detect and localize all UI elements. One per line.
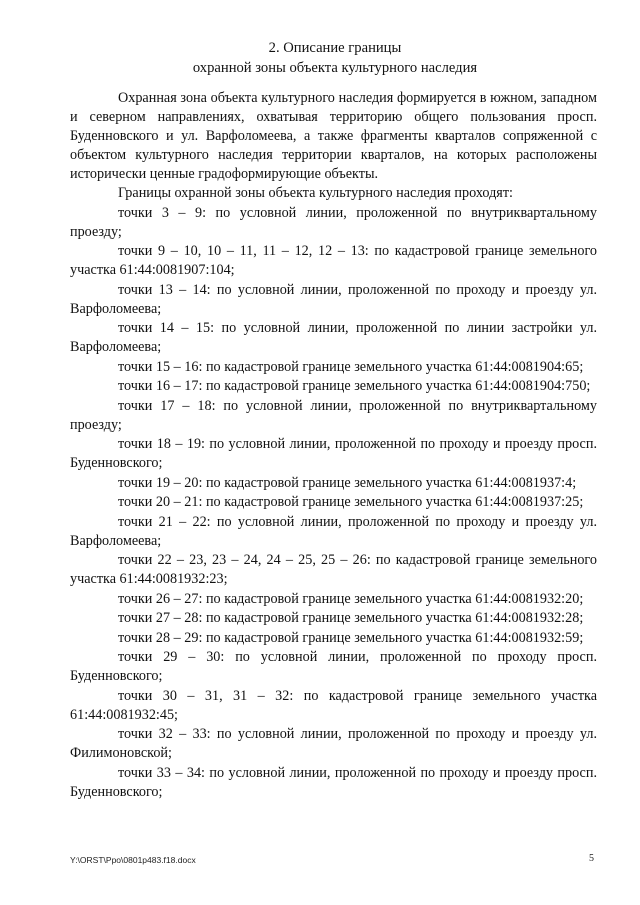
boundary-point-item: точки 33 – 34: по условной линии, проложенной по проходу и проезду просп. Буденновского; <box>70 764 597 800</box>
heading-line-2: охранной зоны объекта культурного наследия <box>192 60 478 76</box>
boundary-point-item: точки 29 – 30: по условной линии, проложенной по проходу просп. Буденновского; <box>70 649 597 684</box>
document-body <box>70 89 597 802</box>
boundary-point-item: точки 16 – 17: по кадастровой границе земельного участка 61:44:0081904:750; <box>118 378 591 394</box>
boundary-point-item: точки 15 – 16: по кадастровой границе земельного участка 61:44:0081904:65; <box>118 358 584 375</box>
boundary-point-item: точки 27 – 28: по кадастровой границе земельного участка 61:44:0081932:28; <box>118 610 584 626</box>
boundary-point-item: точки 30 – 31, 31 – 32: по кадастровой границе земельного участка 61:44:0081932:45; <box>70 687 597 723</box>
boundary-point-item: точки 13 – 14: по условной линии, проложенной по проходу и проезду ул. Варфоломеева; <box>70 281 597 317</box>
section-heading <box>70 38 600 78</box>
boundary-point-item: точки 18 – 19: по условной линии, проложенной по проходу и проезду просп. Буденновского; <box>70 436 597 471</box>
intro-paragraph: Охранная зона объекта культурного наследия формируется в южном, западном и северном направлениях, охватывая территорию общего пользования просп. Буденновского и ул. Варфоломеева, а также фрагменты кварталов сопряженной с объектом культурного наследия территории кварталов, на которых расположены исторически ценные градоформирующие объекты. <box>70 90 597 182</box>
boundary-intro-paragraph: Границы охранной зоны объекта культурного наследия проходят: <box>118 185 513 201</box>
boundary-point-item: точки 14 – 15: по условной линии, проложенной по линии застройки ул. Варфоломеева; <box>70 320 597 355</box>
boundary-point-item: точки 32 – 33: по условной линии, проложенной по проходу и проезду ул. Филимоновской; <box>70 726 597 761</box>
heading-line-1: 2. Описание границы <box>268 40 402 56</box>
boundary-point-item: точки 26 – 27: по кадастровой границе земельного участка 61:44:0081932:20; <box>118 590 584 607</box>
boundary-point-item: точки 19 – 20: по кадастровой границе земельного участка 61:44:0081937:4; <box>118 474 577 491</box>
boundary-point-item: точки 3 – 9: по условной линии, проложенной по внутриквартальному проезду; <box>70 204 597 240</box>
boundary-point-item: точки 21 – 22: по условной линии, проложенной по проходу и проезду ул. Варфоломеева; <box>70 513 597 549</box>
boundary-point-item: точки 17 – 18: по условной линии, проложенной по внутриквартальному проезду; <box>70 397 597 433</box>
boundary-point-item: точки 20 – 21: по кадастровой границе земельного участка 61:44:0081937:25; <box>118 494 584 510</box>
boundary-point-item: точки 9 – 10, 10 – 11, 11 – 12, 12 – 13: по кадастровой границе земельного участка 61:44:0081907:104; <box>70 243 597 278</box>
boundary-point-item: точки 22 – 23, 23 – 24, 24 – 25, 25 – 26: по кадастровой границе земельного участка 61:44:0081932:23; <box>70 552 597 587</box>
boundary-point-item: точки 28 – 29: по кадастровой границе земельного участка 61:44:0081932:59; <box>118 629 584 646</box>
footer-file-path: Y:\ORST\Ppo\0801p483.f18.docx <box>70 855 196 865</box>
page-number: 5 <box>589 853 594 864</box>
